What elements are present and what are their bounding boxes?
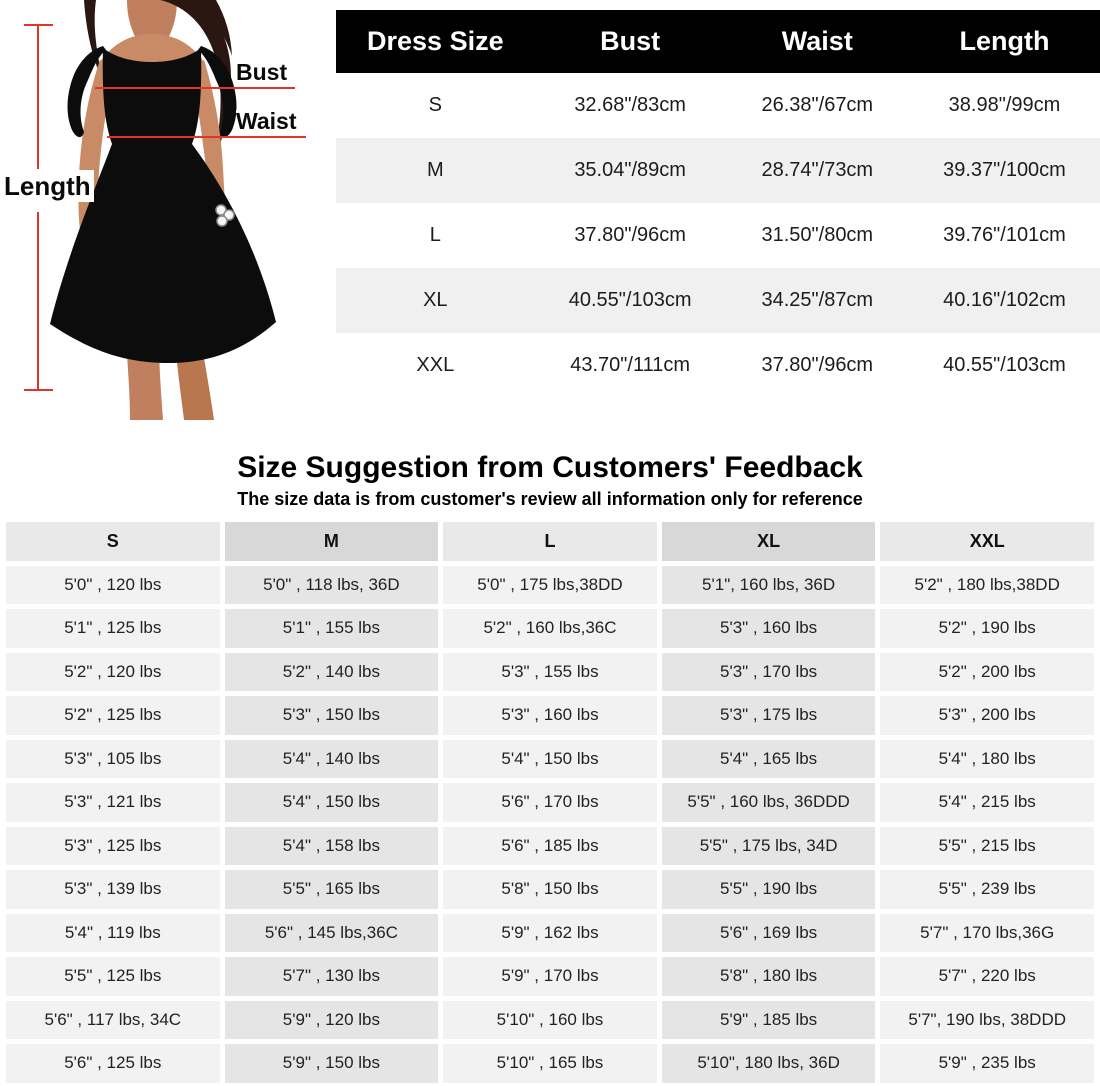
suggestion-cell: 5'1", 160 lbs, 36D: [662, 566, 876, 605]
size-chart-row: [336, 333, 1100, 398]
waist-label: Waist: [236, 108, 297, 134]
suggestion-cell: 5'6" , 170 lbs: [443, 783, 657, 822]
suggestion-cell: 5'3" , 175 lbs: [662, 696, 876, 735]
size-chart-cell: 40.55"/103cm: [943, 354, 1066, 376]
suggestion-cell: 5'0" , 120 lbs: [6, 566, 220, 605]
size-chart-cell: S: [428, 94, 442, 116]
size-chart-cell: 37.80"/96cm: [761, 354, 874, 376]
suggestion-cell: 5'2" , 140 lbs: [225, 653, 439, 692]
size-chart-header-row: [336, 10, 1100, 73]
suggestion-cell: 5'2" , 200 lbs: [880, 653, 1094, 692]
suggestion-cell: 5'3" , 160 lbs: [443, 696, 657, 735]
suggestion-subtitle: The size data is from customer's review all information only for reference: [237, 489, 863, 509]
suggestion-cell: 5'7" , 130 lbs: [225, 957, 439, 996]
suggestion-cell: 5'9" , 150 lbs: [225, 1044, 439, 1083]
bust-label: Bust: [236, 59, 288, 85]
suggestion-cell: 5'5" , 160 lbs, 36DDD: [662, 783, 876, 822]
suggestion-cell: 5'7" , 170 lbs,36G: [880, 914, 1094, 953]
size-chart-cell: M: [426, 159, 444, 181]
size-chart-cell: 32.68"/83cm: [574, 94, 686, 116]
size-chart-cell: 38.98"/99cm: [948, 94, 1061, 116]
suggestion-cell: 5'0" , 118 lbs, 36D: [225, 566, 439, 605]
suggestion-cell: 5'4" , 150 lbs: [443, 740, 657, 779]
suggestion-cell: 5'3" , 139 lbs: [6, 870, 220, 909]
size-chart-cell: L: [429, 224, 441, 246]
suggestion-cell: 5'8" , 150 lbs: [443, 870, 657, 909]
size-chart-row: [336, 138, 1100, 203]
dress-bodice: [103, 48, 201, 144]
size-chart-cell: 39.37"/100cm: [943, 159, 1066, 181]
size-chart-cell: XXL: [416, 354, 455, 376]
suggestion-cell: 5'6" , 145 lbs,36C: [225, 914, 439, 953]
size-chart-cell: 35.04"/89cm: [574, 159, 686, 181]
size-chart-cell: 31.50"/80cm: [761, 224, 874, 246]
suggestion-title: Size Suggestion from Customers' Feedback: [237, 451, 863, 484]
suggestion-cell: 5'3" , 105 lbs: [6, 740, 220, 779]
suggestion-header: XL: [662, 522, 876, 561]
size-chart-cell: 37.80"/96cm: [574, 224, 686, 246]
suggestion-cell: 5'4" , 180 lbs: [880, 740, 1094, 779]
suggestion-cell: 5'10", 180 lbs, 36D: [662, 1044, 876, 1083]
size-chart-row: [336, 268, 1100, 333]
size-chart-cell: 28.74"/73cm: [761, 159, 874, 181]
suggestion-cell: 5'6" , 169 lbs: [662, 914, 876, 953]
size-chart-row: [336, 203, 1100, 268]
suggestion-cell: 5'2" , 160 lbs,36C: [443, 609, 657, 648]
suggestion-cell: 5'3" , 200 lbs: [880, 696, 1094, 735]
suggestion-cell: 5'3" , 160 lbs: [662, 609, 876, 648]
suggestion-cell: 5'5" , 165 lbs: [225, 870, 439, 909]
suggestion-cell: 5'4" , 158 lbs: [225, 827, 439, 866]
size-chart-header: Waist: [781, 26, 853, 56]
suggestion-cell: 5'4" , 215 lbs: [880, 783, 1094, 822]
suggestion-cell: 5'4" , 119 lbs: [6, 914, 220, 953]
size-chart-table: [336, 10, 1100, 398]
suggestion-cell: 5'9" , 120 lbs: [225, 1001, 439, 1040]
size-chart-cell: 40.55"/103cm: [568, 289, 692, 311]
size-chart-row: [336, 73, 1100, 138]
dress-measurement-diagram: [0, 0, 332, 420]
suggestion-cell: 5'9" , 170 lbs: [443, 957, 657, 996]
suggestion-cell: 5'9" , 185 lbs: [662, 1001, 876, 1040]
suggestion-cell: 5'3" , 125 lbs: [6, 827, 220, 866]
suggestion-cell: 5'3" , 170 lbs: [662, 653, 876, 692]
size-chart-header: Length: [959, 26, 1050, 56]
suggestion-cell: 5'3" , 150 lbs: [225, 696, 439, 735]
suggestion-cell: 5'5" , 215 lbs: [880, 827, 1094, 866]
suggestion-cell: 5'0" , 175 lbs,38DD: [443, 566, 657, 605]
suggestion-cell: 5'1" , 155 lbs: [225, 609, 439, 648]
suggestion-cell: 5'5" , 175 lbs, 34D: [662, 827, 876, 866]
suggestion-cell: 5'4" , 150 lbs: [225, 783, 439, 822]
size-chart-cell: 43.70"/111cm: [570, 354, 690, 376]
suggestion-header: S: [6, 522, 220, 561]
size-chart-header: Bust: [600, 26, 661, 56]
size-chart-cell: 34.25"/87cm: [761, 289, 874, 311]
suggestion-cell: 5'1" , 125 lbs: [6, 609, 220, 648]
suggestion-cell: 5'3" , 155 lbs: [443, 653, 657, 692]
suggestion-cell: 5'6" , 125 lbs: [6, 1044, 220, 1083]
suggestion-cell: 5'3" , 121 lbs: [6, 783, 220, 822]
size-chart-cell: 40.16"/102cm: [943, 289, 1066, 311]
suggestion-cell: 5'10" , 165 lbs: [443, 1044, 657, 1083]
suggestion-cell: 5'9" , 235 lbs: [880, 1044, 1094, 1083]
suggestion-cell: 5'10" , 160 lbs: [443, 1001, 657, 1040]
suggestion-cell: 5'7" , 220 lbs: [880, 957, 1094, 996]
suggestion-cell: 5'5" , 125 lbs: [6, 957, 220, 996]
suggestion-cell: 5'5" , 190 lbs: [662, 870, 876, 909]
suggestion-table: [6, 522, 1094, 1083]
suggestion-cell: 5'6" , 117 lbs, 34C: [6, 1001, 220, 1040]
suggestion-header: M: [225, 522, 439, 561]
suggestion-cell: 5'2" , 190 lbs: [880, 609, 1094, 648]
suggestion-cell: 5'6" , 185 lbs: [443, 827, 657, 866]
size-chart-cell: 39.76"/101cm: [943, 224, 1066, 246]
suggestion-cell: 5'2" , 120 lbs: [6, 653, 220, 692]
size-chart-header: Dress Size: [367, 26, 504, 56]
suggestion-cell: 5'5" , 239 lbs: [880, 870, 1094, 909]
suggestion-header: XXL: [880, 522, 1094, 561]
size-chart-cell: XL: [423, 289, 448, 311]
suggestion-cell: 5'2" , 180 lbs,38DD: [880, 566, 1094, 605]
suggestion-cell: 5'2" , 125 lbs: [6, 696, 220, 735]
suggestion-cell: 5'7", 190 lbs, 38DDD: [880, 1001, 1094, 1040]
suggestion-cell: 5'4" , 165 lbs: [662, 740, 876, 779]
suggestion-cell: 5'9" , 162 lbs: [443, 914, 657, 953]
length-label: Length: [1, 170, 94, 202]
suggestion-header: L: [443, 522, 657, 561]
suggestion-cell: 5'8" , 180 lbs: [662, 957, 876, 996]
suggestion-cell: 5'4" , 140 lbs: [225, 740, 439, 779]
size-chart-cell: 26.38"/67cm: [761, 94, 874, 116]
